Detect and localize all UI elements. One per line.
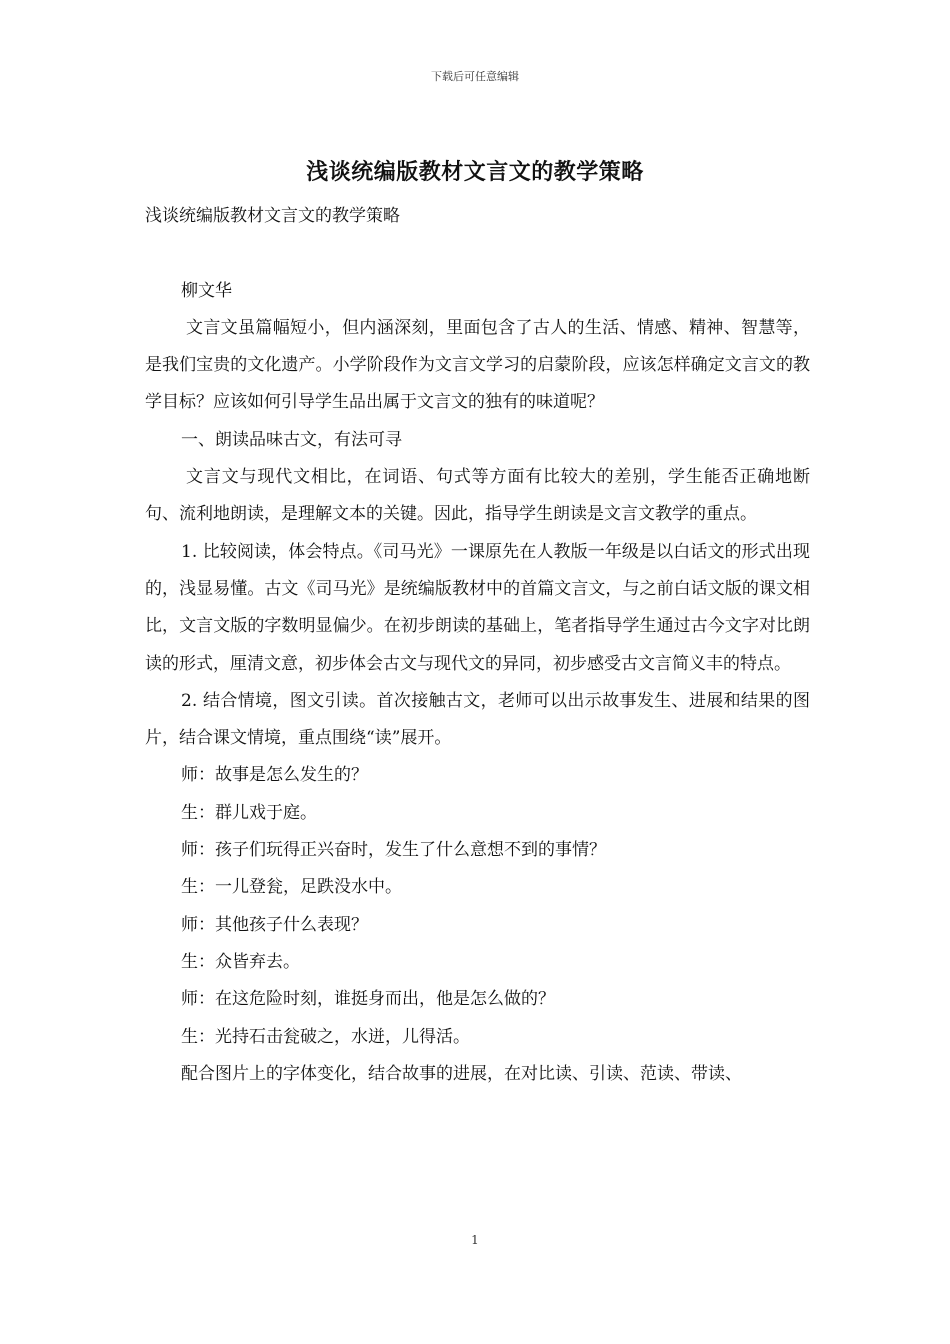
blank-line [145, 235, 810, 272]
paragraph-section1: 文言文与现代文相比，在词语、句式等方面有比较大的差别，学生能否正确地断句、流利地朗读，是理解文本的关键。因此，指导学生朗读是文言文教学的重点。 [145, 467, 810, 525]
paragraph-point-2: 2. 结合情境，图文引读。首次接触古文，老师可以出示故事发生、进展和结果的图片，结合课文情境，重点围绕“读”展开。 [145, 690, 810, 749]
page-number: 1 [471, 1233, 479, 1247]
document-title: 浅谈统编版教材文言文的教学策略 [306, 159, 644, 185]
document-subtitle: 浅谈统编版教材文言文的教学策略 [145, 206, 400, 226]
dialogue-line: 师：其他孩子什么表现？ [181, 914, 368, 935]
dialogue-line: 生：光持石击瓮破之，水迸，儿得活。 [181, 1026, 470, 1047]
author-name: 柳文华 [181, 280, 232, 301]
paragraph-intro: 文言文虽篇幅短小，但内涵深刻，里面包含了古人的生活、情感、精神、智慧等，是我们宝贵的文化遗产。小学阶段作为文言文学习的启蒙阶段，应该怎样确定文言文的教学目标？应该如何引导学生品出属于文言文的独有的味道呢？ [145, 317, 810, 413]
dialogue-line: 师：孩子们玩得正兴奋时，发生了什么意想不到的事情？ [181, 840, 606, 861]
dialogue-line: 生：众皆弃去。 [181, 951, 300, 972]
dialogue-line: 生：一儿登瓮，足跌没水中。 [181, 877, 402, 898]
document-body [145, 198, 810, 1093]
dialogue-line: 师：在这危险时刻，谁挺身而出，他是怎么做的？ [181, 989, 555, 1010]
page-header-note: 下载后可任意编辑 [431, 70, 519, 83]
paragraph-closing: 配合图片上的字体变化，结合故事的进展，在对比读、引读、范读、带读、 [181, 1063, 742, 1084]
dialogue-line: 师：故事是怎么发生的？ [181, 765, 368, 786]
section-heading: 一、朗读品味古文，有法可寻 [181, 429, 402, 450]
dialogue-line: 生：群儿戏于庭。 [181, 802, 317, 823]
paragraph-point-1: 1. 比较阅读，体会特点。《司马光》一课原先在人教版一年级是以白话文的形式出现的，浅显易懂。古文《司马光》是统编版教材中的首篇文言文，与之前白话文版的课文相比，文言文版的字数明显偏少。在初步朗读的基础上，笔者指导学生通过古今文字对比朗读的形式，厘清文意，初步体会古文与现代文的异同，初步感受古文言简义丰的特点。 [145, 541, 810, 674]
